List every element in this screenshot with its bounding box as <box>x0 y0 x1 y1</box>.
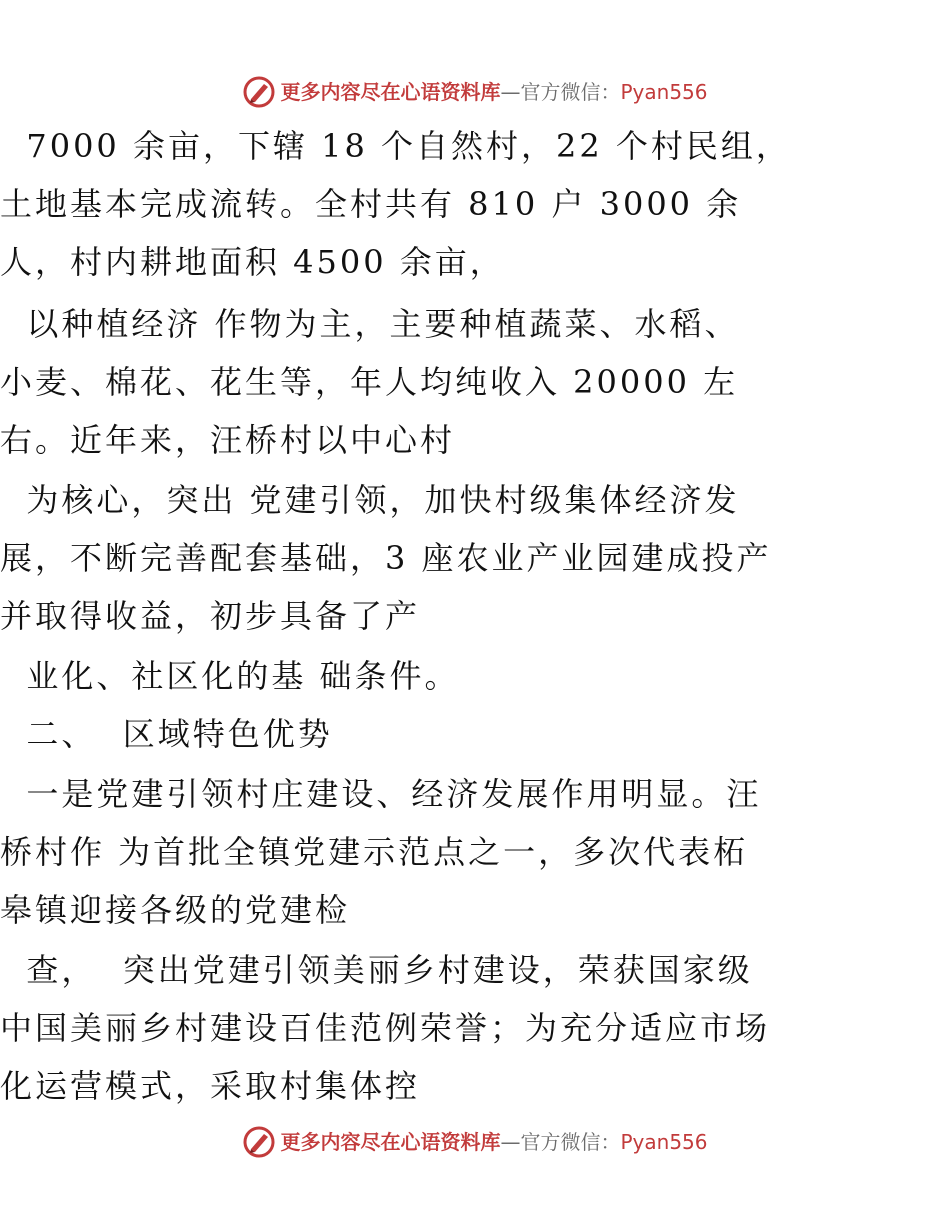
watermark-separator: — <box>500 1130 521 1154</box>
watermark-id: Pyan556 <box>620 1130 708 1154</box>
watermark-separator: — <box>500 80 521 104</box>
footer-watermark <box>0 1122 950 1162</box>
watermark-channel: 官方微信： <box>520 1130 621 1154</box>
header-watermark <box>0 72 950 112</box>
pen-logo-icon <box>242 75 276 109</box>
text-line: 查， 突出党建引领美丽乡村建设，荣获国家级 <box>0 951 753 989</box>
text-line: 桥村作 为首批全镇党建示范点之一，多次代表柘 <box>0 833 749 871</box>
text-line: 业化、社区化的基 础条件。 <box>0 657 460 695</box>
pen-logo-icon <box>242 1125 276 1159</box>
text-line: 为核心，突出 党建引领，加快村级集体经济发 <box>0 481 740 519</box>
watermark-main-text: 更多内容尽在心语资料库 <box>280 1130 501 1154</box>
text-line: 皋镇迎接各级的党建检 <box>0 891 351 929</box>
text-line: 右。近年来，汪桥村以中心村 <box>0 421 456 459</box>
text-line: 人，村内耕地面积 4500 余亩， <box>0 243 505 281</box>
watermark-main-text: 更多内容尽在心语资料库 <box>280 80 501 104</box>
text-line: 土地基本完成流转。全村共有 810 户 3000 余 <box>0 185 742 223</box>
text-line: 7000 余亩，下辖 18 个自然村，22 个村民组， <box>0 127 791 165</box>
text-line: 一是党建引领村庄建设、经济发展作用明显。汪 <box>0 775 762 813</box>
text-line: 中国美丽乡村建设百佳范例荣誉；为充分适应市场 <box>0 1009 771 1047</box>
watermark-id: Pyan556 <box>620 80 708 104</box>
text-line: 并取得收益，初步具备了产 <box>0 597 421 635</box>
watermark-channel: 官方微信： <box>520 80 621 104</box>
text-line: 化运营模式，采取村集体控 <box>0 1067 421 1105</box>
text-line: 小麦、棉花、花生等，年人均纯收入 20000 左 <box>0 363 739 401</box>
section-heading: 二、 区域特色优势 <box>0 715 333 753</box>
text-line: 以种植经济 作物为主，主要种植蔬菜、水稻、 <box>0 305 740 343</box>
text-line: 展，不断完善配套基础，3 座农业产业园建成投产 <box>0 539 772 577</box>
